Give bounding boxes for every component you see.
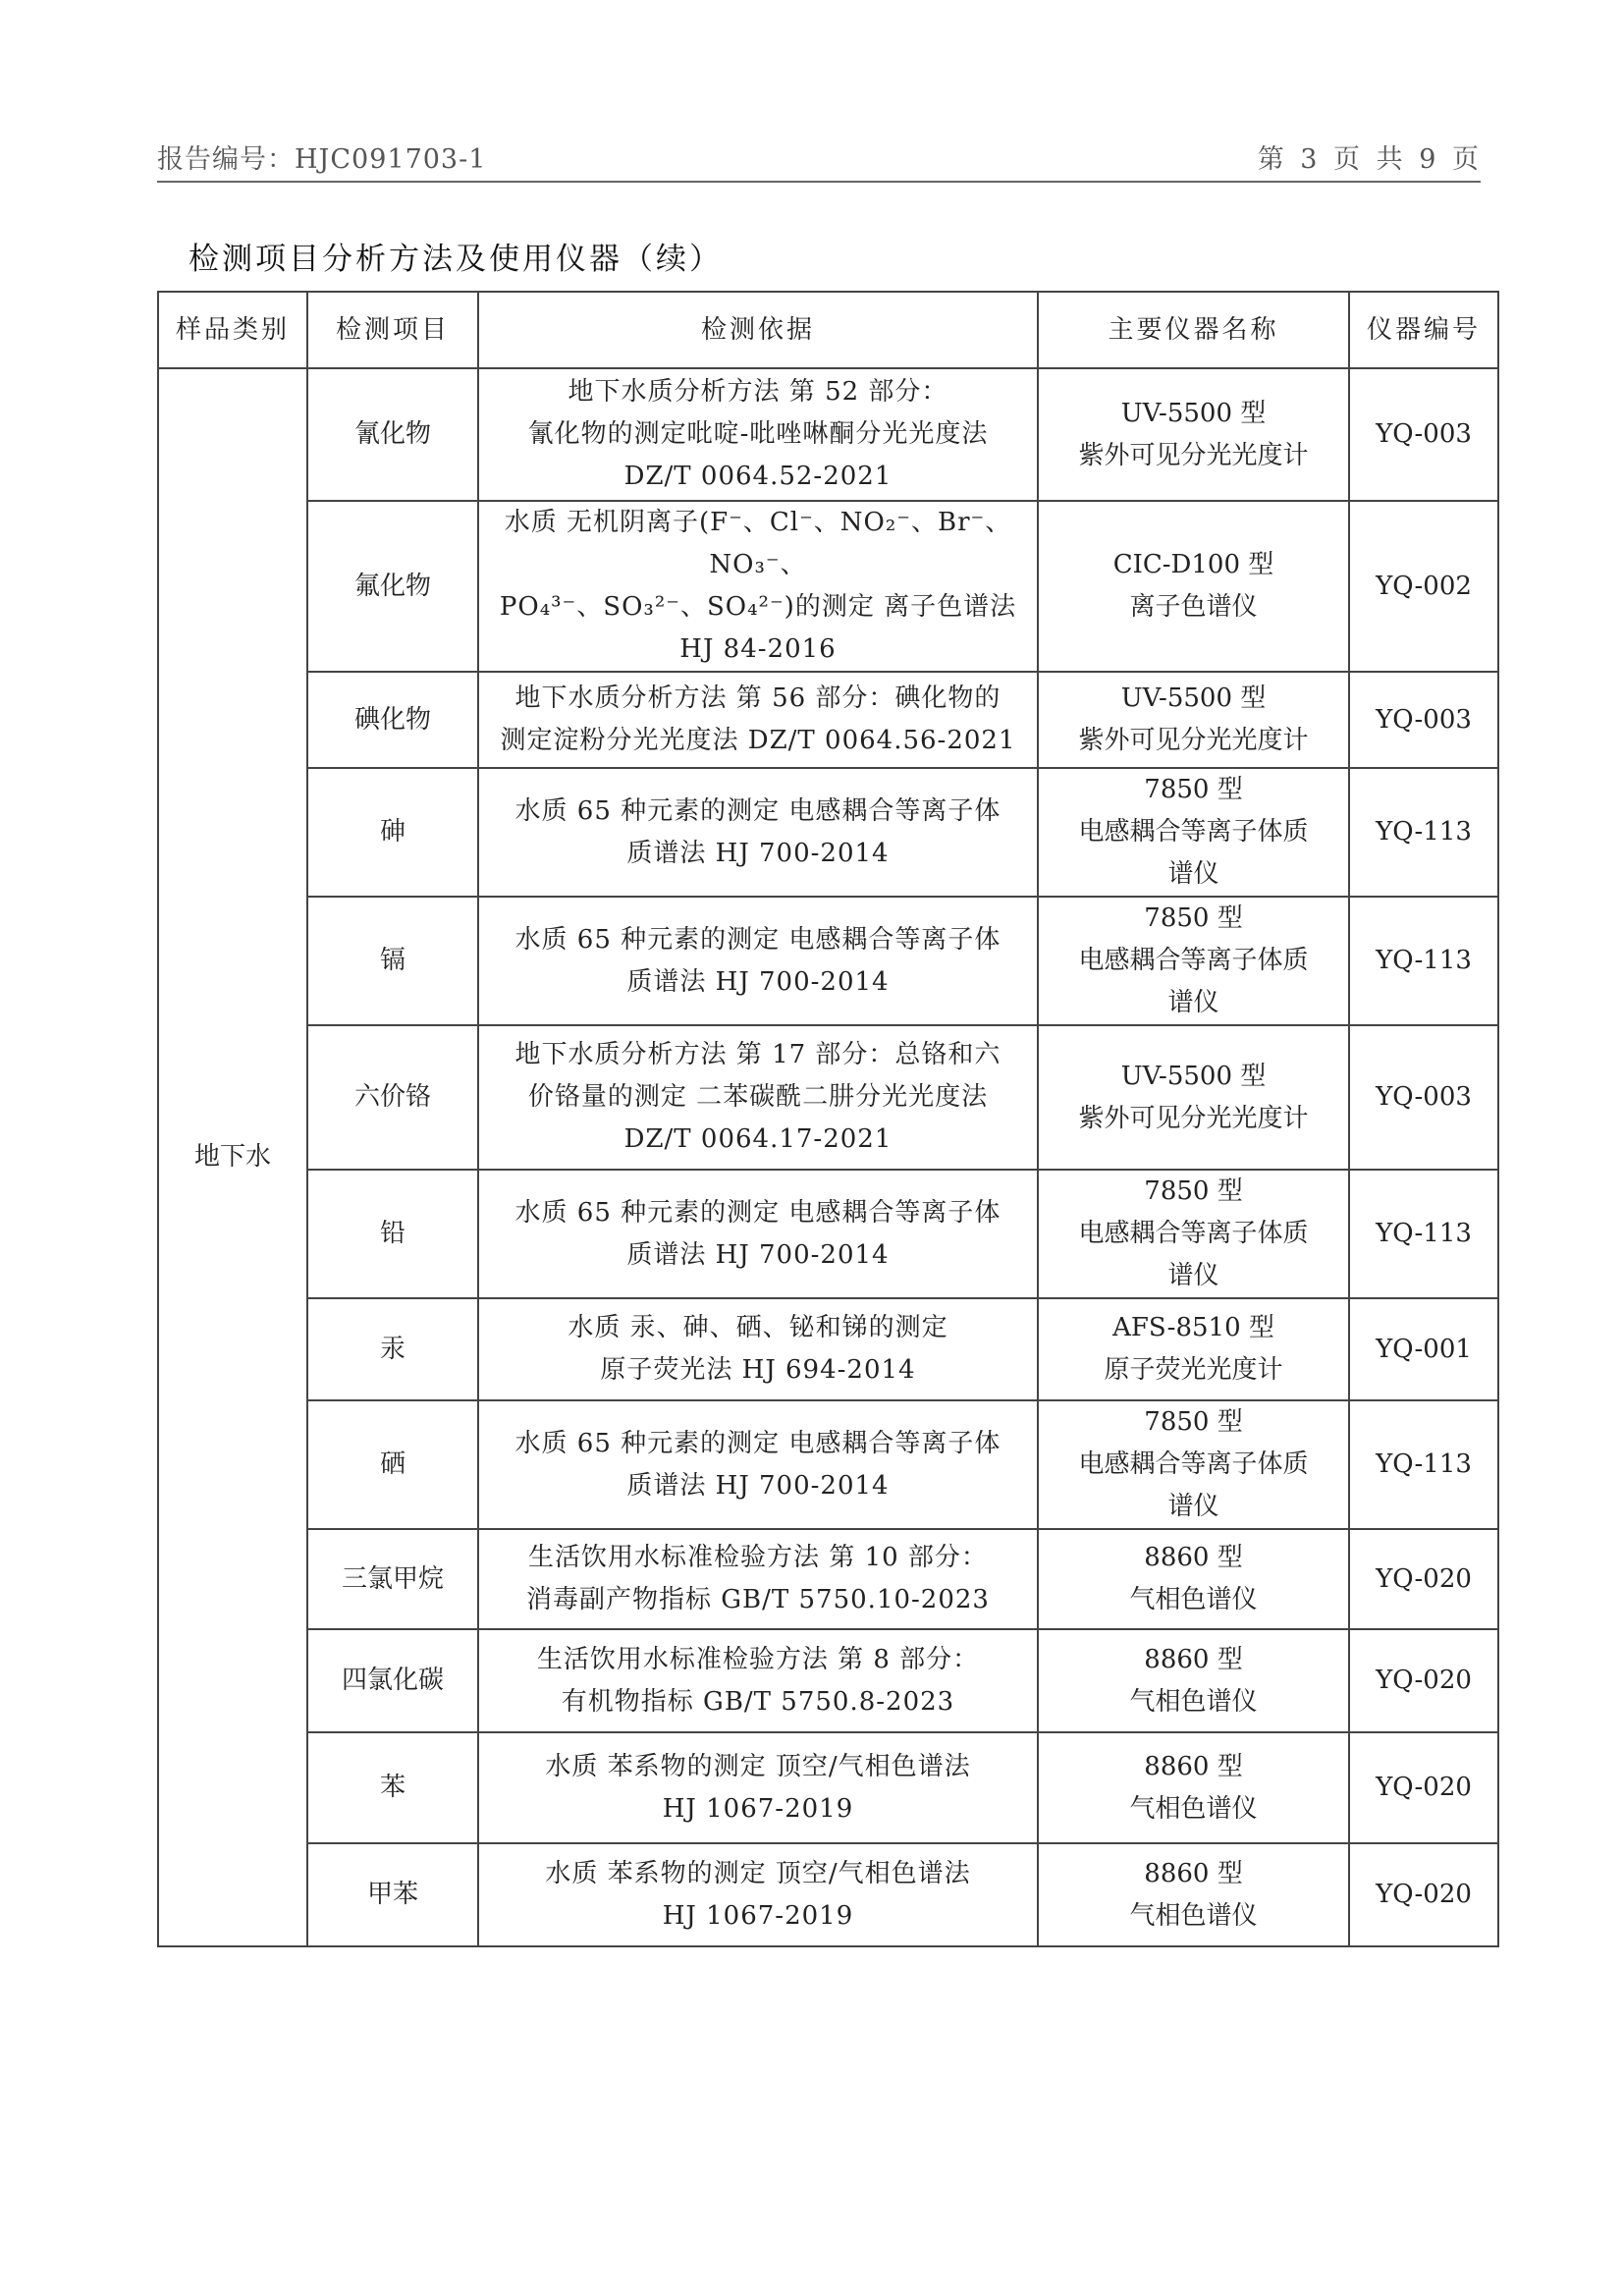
instrument-line: CIC-D100 型 — [1112, 550, 1274, 579]
instrument-line: 紫外可见分光光度计 — [1078, 726, 1309, 755]
section-title: 检测项目分析方法及使用仪器（续） — [189, 242, 723, 277]
instrument-cell — [1038, 1843, 1349, 1946]
instrument-line: 电感耦合等离子体质 — [1078, 1449, 1309, 1479]
instrument-id-cell: YQ-020 — [1349, 1732, 1498, 1843]
item-cell: 碘化物 — [307, 672, 478, 768]
basis-line: 生活饮用水标准检验方法 第 8 部分： — [536, 1644, 980, 1674]
basis-line: 氰化物的测定吡啶-吡唑啉酮分光光度法 — [527, 419, 989, 449]
page-number: 第 3 页 共 9 页 — [1257, 144, 1480, 175]
instrument-line: 气相色谱仪 — [1129, 1793, 1258, 1824]
basis-cell — [478, 1025, 1038, 1170]
instrument-id-cell: YQ-020 — [1349, 1529, 1498, 1629]
instrument-cell — [1038, 1629, 1349, 1732]
basis-cell — [478, 1529, 1038, 1629]
item-cell: 三氯甲烷 — [307, 1529, 478, 1629]
basis-cell — [478, 1629, 1038, 1732]
instrument-line: 7850 型 — [1144, 775, 1243, 804]
instrument-line: 谱仪 — [1167, 859, 1219, 889]
basis-cell — [478, 672, 1038, 768]
basis-line: 水质 苯系物的测定 顶空/气相色谱法 — [545, 1751, 971, 1781]
basis-line: PO₄³⁻、SO₃²⁻、SO₄²⁻)的测定 离子色谱法 — [499, 592, 1017, 622]
instrument-line: 8860 型 — [1144, 1751, 1243, 1781]
instrument-line: 气相色谱仪 — [1129, 1686, 1258, 1717]
instrument-line: 气相色谱仪 — [1129, 1900, 1258, 1931]
instrument-cell — [1038, 1025, 1349, 1170]
basis-cell — [478, 368, 1038, 501]
table-row — [158, 768, 1498, 897]
item-cell: 六价铬 — [307, 1025, 478, 1170]
instrument-line: UV-5500 型 — [1120, 683, 1267, 713]
instrument-id-cell: YQ-113 — [1349, 897, 1498, 1025]
item-cell: 砷 — [307, 768, 478, 897]
instrument-id-cell: YQ-003 — [1349, 1025, 1498, 1170]
basis-line: DZ/T 0064.52-2021 — [623, 462, 893, 491]
basis-line: 生活饮用水标准检验方法 第 10 部分： — [528, 1543, 988, 1572]
basis-cell — [478, 1170, 1038, 1298]
instrument-line: 电感耦合等离子体质 — [1078, 946, 1309, 975]
instrument-id-cell: YQ-002 — [1349, 501, 1498, 672]
instrument-line: 电感耦合等离子体质 — [1078, 1219, 1309, 1248]
instrument-line: 谱仪 — [1167, 1492, 1219, 1521]
instrument-cell — [1038, 501, 1349, 672]
instrument-line: 气相色谱仪 — [1129, 1585, 1258, 1614]
table-row — [158, 501, 1498, 672]
table-row — [158, 1629, 1498, 1732]
basis-cell — [478, 768, 1038, 897]
basis-line: 水质 65 种元素的测定 电感耦合等离子体 — [514, 795, 1001, 826]
instrument-line: 7850 型 — [1144, 903, 1243, 933]
basis-line: HJ 1067-2019 — [662, 1900, 854, 1931]
basis-line: 水质 65 种元素的测定 电感耦合等离子体 — [514, 1197, 1001, 1228]
table-row — [158, 368, 1498, 501]
instrument-line: 谱仪 — [1167, 1261, 1219, 1290]
table-row — [158, 1025, 1498, 1170]
table-row — [158, 1843, 1498, 1946]
item-cell: 铅 — [307, 1170, 478, 1298]
sample-category-cell: 地下水 — [158, 368, 307, 1946]
table-row — [158, 1732, 1498, 1843]
item-cell: 氰化物 — [307, 368, 478, 501]
basis-cell — [478, 1732, 1038, 1843]
instrument-cell — [1038, 1298, 1349, 1400]
item-cell: 硒 — [307, 1400, 478, 1529]
basis-line: 质谱法 HJ 700-2014 — [626, 1470, 890, 1501]
instrument-cell — [1038, 1732, 1349, 1843]
item-cell: 氟化物 — [307, 501, 478, 672]
item-cell: 四氯化碳 — [307, 1629, 478, 1732]
instrument-cell — [1038, 1170, 1349, 1298]
instrument-id-cell: YQ-020 — [1349, 1629, 1498, 1732]
report-number: 报告编号：HJC091703-1 — [157, 144, 487, 175]
instrument-line: UV-5500 型 — [1120, 1061, 1267, 1091]
methods-table — [157, 291, 1499, 1947]
table-row — [158, 897, 1498, 1025]
instrument-id-cell: YQ-113 — [1349, 768, 1498, 897]
basis-line: 测定淀粉分光光度法 DZ/T 0064.56-2021 — [500, 726, 1016, 755]
basis-line: 地下水质分析方法 第 56 部分：碘化物的 — [514, 683, 1001, 713]
table-row — [158, 1170, 1498, 1298]
basis-line: 原子荧光法 HJ 694-2014 — [600, 1355, 916, 1385]
instrument-id-cell: YQ-113 — [1349, 1400, 1498, 1529]
instrument-cell — [1038, 1529, 1349, 1629]
instrument-cell — [1038, 768, 1349, 897]
basis-line: 质谱法 HJ 700-2014 — [626, 1239, 890, 1270]
instrument-cell — [1038, 1400, 1349, 1529]
basis-cell — [478, 501, 1038, 672]
instrument-line: 电感耦合等离子体质 — [1078, 817, 1309, 847]
table-row — [158, 1529, 1498, 1629]
instrument-id-cell: YQ-001 — [1349, 1298, 1498, 1400]
basis-line: HJ 84-2016 — [679, 634, 837, 664]
instrument-line: 8860 型 — [1144, 1858, 1243, 1888]
col-header-instrument: 主要仪器名称 — [1038, 292, 1349, 368]
col-header-instrument-id: 仪器编号 — [1349, 292, 1498, 368]
instrument-line: 谱仪 — [1167, 988, 1219, 1017]
instrument-line: AFS-8510 型 — [1112, 1313, 1274, 1342]
basis-line: 水质 苯系物的测定 顶空/气相色谱法 — [545, 1858, 971, 1888]
instrument-cell — [1038, 897, 1349, 1025]
instrument-id-cell: YQ-003 — [1349, 368, 1498, 501]
basis-line: 地下水质分析方法 第 52 部分： — [568, 377, 948, 407]
basis-line: 价铬量的测定 二苯碳酰二肼分光光度法 — [527, 1082, 989, 1112]
instrument-line: UV-5500 型 — [1120, 398, 1267, 428]
col-header-basis: 检测依据 — [478, 292, 1038, 368]
basis-line: 水质 65 种元素的测定 电感耦合等离子体 — [514, 1428, 1001, 1458]
basis-cell — [478, 1400, 1038, 1529]
basis-cell — [478, 1843, 1038, 1946]
instrument-id-cell: YQ-020 — [1349, 1843, 1498, 1946]
instrument-line: 8860 型 — [1144, 1644, 1243, 1674]
item-cell: 苯 — [307, 1732, 478, 1843]
basis-line: 消毒副产物指标 GB/T 5750.10-2023 — [526, 1585, 990, 1614]
basis-line: 质谱法 HJ 700-2014 — [626, 838, 890, 868]
instrument-line: 紫外可见分光光度计 — [1078, 440, 1309, 470]
instrument-cell — [1038, 672, 1349, 768]
item-cell: 甲苯 — [307, 1843, 478, 1946]
basis-line: 质谱法 HJ 700-2014 — [626, 966, 890, 997]
instrument-line: 原子荧光光度计 — [1104, 1355, 1283, 1385]
item-cell: 汞 — [307, 1298, 478, 1400]
basis-line: 水质 无机阴离子(F⁻、Cl⁻、NO₂⁻、Br⁻、NO₃⁻、 — [504, 508, 1012, 579]
basis-line: 水质 汞、砷、硒、铋和锑的测定 — [568, 1313, 948, 1342]
basis-line: 地下水质分析方法 第 17 部分：总铬和六 — [514, 1040, 1001, 1069]
instrument-line: 离子色谱仪 — [1129, 592, 1258, 622]
basis-line: HJ 1067-2019 — [662, 1793, 854, 1824]
table-row — [158, 1400, 1498, 1529]
instrument-line: 7850 型 — [1144, 1407, 1243, 1437]
instrument-id-cell: YQ-113 — [1349, 1170, 1498, 1298]
table-row — [158, 672, 1498, 768]
basis-cell — [478, 897, 1038, 1025]
col-header-category: 样品类别 — [158, 292, 307, 368]
basis-line: 水质 65 种元素的测定 电感耦合等离子体 — [514, 924, 1001, 955]
instrument-cell — [1038, 368, 1349, 501]
instrument-line: 紫外可见分光光度计 — [1078, 1103, 1309, 1133]
table-row — [158, 1298, 1498, 1400]
instrument-line: 7850 型 — [1144, 1176, 1243, 1206]
instrument-id-cell: YQ-003 — [1349, 672, 1498, 768]
table-header-row — [158, 292, 1498, 368]
instrument-line: 8860 型 — [1144, 1543, 1243, 1572]
item-cell: 镉 — [307, 897, 478, 1025]
col-header-item: 检测项目 — [307, 292, 478, 368]
basis-cell — [478, 1298, 1038, 1400]
basis-line: DZ/T 0064.17-2021 — [623, 1124, 893, 1154]
basis-line: 有机物指标 GB/T 5750.8-2023 — [561, 1686, 955, 1717]
header-divider — [157, 181, 1481, 183]
